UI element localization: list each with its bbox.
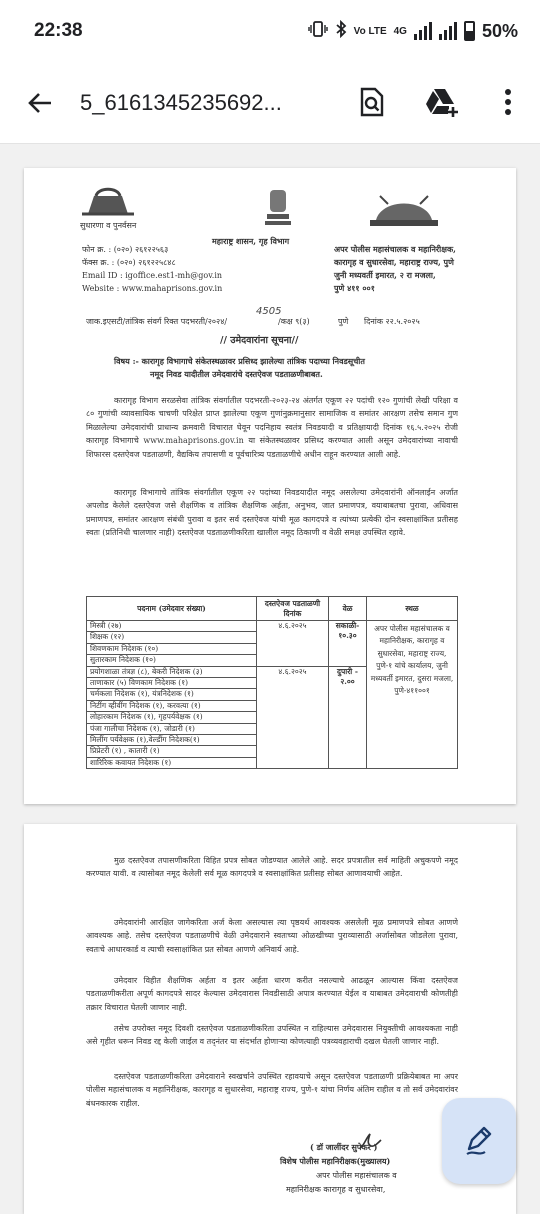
venue-cell: अपर पोलीस महासंचालक व महानिरीक्षक, कारागृह व सुधारसेवा, महाराष्ट्र राज्य, पुणे-१ यांचे कार्यालय, जुनी मध्यवर्ती इमारत, दुसरा मजला, पुणे-४११००१ bbox=[367, 621, 458, 769]
bluetooth-icon bbox=[335, 20, 347, 43]
add-to-drive-button[interactable] bbox=[418, 78, 466, 126]
phone-line: फोन क्र. : (०२०) २६१२२५६३ bbox=[82, 245, 169, 254]
table-row: पंजा गालीचा निदेशक (१), जोडारी (१) bbox=[87, 723, 257, 734]
battery-icon bbox=[464, 21, 475, 41]
table-row: मिलींग पर्यवेक्षक (१),वेल्डींग निदेशक(१) bbox=[87, 734, 257, 745]
file-search-icon bbox=[359, 87, 385, 117]
reference-number: जाक.इएसटी/तांत्रिक संवर्ग रिक्त पदभरती/२०२४/ bbox=[86, 317, 228, 326]
network-type: 4G bbox=[393, 25, 407, 37]
search-in-file-button[interactable] bbox=[348, 78, 396, 126]
table-row: शिक्षक (१२) bbox=[87, 632, 257, 643]
reference-section: /कक्ष ९(३) bbox=[278, 317, 310, 326]
file-name: 5_6161345235692... bbox=[80, 89, 282, 115]
app-bar bbox=[0, 62, 540, 144]
reference-date: दिनांक २२.५.२०२५ bbox=[364, 317, 420, 326]
table-row: लोहारकाम निदेशक (१), गृहपर्यवेक्षक (१) bbox=[87, 712, 257, 723]
prison-department-logo-icon bbox=[82, 184, 134, 218]
schedule-table bbox=[86, 596, 458, 769]
subject-line-2: नमूद निवड यादीतील उमेदवारांचे दस्तऐवज पडताळणीबाबत. bbox=[150, 369, 323, 379]
page2-paragraph-3: उमेदवार विहीत शैक्षणिक अर्हता व इतर अर्हता धारण करीत नसल्याचे आढळून आल्यास किंवा दस्तऐवज पडताळणीकरीता अपूर्ण कागदपत्रे सादर केल्यास उमेदवारास निवडीसाठी अपात्र करण्यात येईल व याबाबत उमेदवाराची कोणतीही तक्रार विचारात घेतली जाणार नाही. bbox=[86, 976, 458, 1012]
document-page-1 bbox=[24, 168, 516, 804]
email-line: Email ID : igoffice.est1-mh@gov.in bbox=[82, 271, 223, 280]
date-cell-afternoon: ४.६.२०२५ bbox=[257, 666, 329, 769]
notice-heading: // उमेदवारांना सूचना// bbox=[220, 335, 299, 346]
address-line-3: जुनी मध्यवर्ती इमारत, २ रा मजला, bbox=[334, 270, 436, 280]
battery-percent: 50% bbox=[481, 20, 518, 41]
table-row: प्रयोगशाळा तंत्रज्ञ (८), बेकरी निदेशक (३) bbox=[87, 666, 257, 677]
logo-left-caption: सुधारणा व पुनर्वसन bbox=[80, 221, 137, 230]
time-cell-afternoon: दुपारी - २.०० bbox=[329, 666, 367, 769]
table-header-post: पदनाम (उमेदवार संख्या) bbox=[87, 597, 257, 621]
status-bar bbox=[0, 0, 540, 62]
signatory-title: विशेष पोलीस महानिरीक्षक(मुख्यालय) bbox=[280, 1156, 391, 1166]
signatory-line-3: महानिरीक्षक कारागृह व सुधारसेवा, bbox=[286, 1185, 386, 1194]
arrow-left-icon bbox=[27, 90, 53, 116]
paragraph-2: कारागृह विभागाचे तांत्रिक संवर्गातील एकूण २२ पदांच्या निवडयादीत नमूद असलेल्या उमेदवारांनी ऑनलाईन अर्जात अपलोड केलेले दस्तऐवज जसे शैक्षणिक व तांत्रिक शैक्षणिक अर्हता, अनुभव, जात प्रमाणपत्र, वयाबाबतचा पुरावा, अधिवास प्रमाणपत्र, समांतर आरक्षण संबंधी पुरावा व इतर सर्व दस्तऐवज यांची मूळ कागदपत्रे व त्यांच्या प्रत्येकी दोन स्वसाक्षांकित प्रतीसह स्वतः (प्रतिनिधी चालणार नाही) दस्तऐवज पडताळणीकरिता खालील नमूद ठिकाणी व वेळी समक्ष उपस्थित रहावे. bbox=[86, 488, 458, 538]
table-row: चर्मकला निदेशक (१), यंत्रनिदेशक (१) bbox=[87, 689, 257, 700]
address-line-4: पुणे ४११ ००१ bbox=[334, 283, 375, 293]
back-button[interactable] bbox=[0, 62, 80, 144]
table-row: शारिरिक कवायत निदेशक (१) bbox=[87, 757, 257, 768]
table-header-time: वेळ bbox=[329, 597, 367, 621]
table-header-date: दस्तऐवज पडताळणी दिनांक bbox=[257, 597, 329, 621]
status-time: 22:38 bbox=[34, 20, 83, 41]
time-cell-morning: सकाळी- १०.३० bbox=[329, 621, 367, 667]
gov-caption: महाराष्ट्र शासन, गृह विभाग bbox=[212, 236, 290, 246]
signatory-name: ( डॉ जालींदर सुपेकर ) bbox=[310, 1142, 378, 1152]
state-emblem-icon bbox=[264, 188, 292, 226]
page2-paragraph-1: मुळ दस्तऐवज तपासणीकरिता विहित प्रपत्र सोबत जोडण्यात आलेले आहे. सदर प्रपत्रातील सर्व माहिती अचुकपणे नमूद करण्यात यावी. व त्यासोबत नमूद केलेली सर्व मूळ कागदपत्रे व स्वसाक्षांकित प्रतीसह सोबत आणावयाची आहेत. bbox=[86, 856, 458, 879]
drive-add-icon bbox=[425, 87, 459, 117]
edit-fab[interactable] bbox=[442, 1098, 516, 1184]
date-cell-morning: ४.६.२०२५ bbox=[257, 621, 329, 667]
vibrate-icon bbox=[308, 21, 328, 42]
table-row: सुतारकाम निदेशक (१०) bbox=[87, 655, 257, 666]
table-row: निटींग व्हीवींग निदेशक (१), करवत्या (१) bbox=[87, 700, 257, 711]
handwritten-number: 4505 bbox=[256, 306, 282, 317]
table-header-venue: स्थळ bbox=[367, 597, 458, 621]
reference-city: पुणे bbox=[338, 317, 349, 326]
signal-icon-2 bbox=[439, 22, 457, 40]
address-line-2: कारागृह व सुधारसेवा, महाराष्ट्र राज्य, पुणे bbox=[334, 257, 454, 267]
subject-line-1: विषय :- कारागृह विभागाचे संकेतस्थळावर प्रसिध्द झालेल्या तांत्रिक पदाच्या निवडसूचीत bbox=[114, 356, 365, 366]
page2-paragraph-5: दस्तऐवज पडताळणीकरिता उमेदवाराने स्वखर्चाने उपस्थित रहावयाचे असून दस्तऐवज पडताळणी प्रक्रियेबाबत मा अपर पोलीस महासंचालक व महानिरीक्षक, कारागृह व सुधारसेवा, महाराष्ट्र राज्य, पुणे-१ यांचा निर्णय अंतिम राहील व तो सर्व उमेदवारांवर बंधनकारक राहील. bbox=[86, 1072, 458, 1108]
draw-pen-icon bbox=[463, 1125, 495, 1157]
more-vert-icon bbox=[504, 89, 512, 115]
paragraph-1: कारागृह विभाग सरळसेवा तांत्रिक संवर्गातील पदभरती-२०२३-२४ अंतर्गत एकूण २२ पदांची १२० गुणांची लेखी परिक्षा व ८० गुणांची व्यावसायिक चाचणी परिक्षेत प्राप्त झालेल्या एकूण गुणांनुक्रमानुसार सामाजिक व समांतर आरक्षण तसेच समान गुण मिळालेल्या उमेदवारांची प्राधान्य क्रमवारी विचारात घेवून पदनिहाय स्वतंत्र निवडयादी व प्रतिक्षायादी दिनांक १६.५.२०२५ रोजी कारागृह विभागाचे www.mahaprisons.gov.in या संकेतस्थळावर प्रसिध्द करण्यात आली असून उमेदवारांच्या नावाची शिफारस दस्तऐवज पडताळणी, वैद्यकिय तपासणी व पूर्वचारित्र्य पडताळणीचे अधीन राहून करण्यात आली आहे. bbox=[86, 396, 458, 459]
volte-badge: Vo LTE bbox=[353, 25, 387, 37]
table-row: प्रिप्रेटरी (१) , कातारी (१) bbox=[87, 746, 257, 757]
prisons-crest-icon bbox=[368, 194, 440, 228]
page2-paragraph-4: तसेच उपरोक्त नमूद दिवशी दस्तऐवज पडताळणीकरिता उपस्थित न राहिल्यास उमेदवारास नियुक्तीची आवश्यकता नाही असे गृहीत धरून निवड रद्द केली जाईल व तद्नंतर या संदर्भात होणाऱ्या कोणत्याही पत्रव्यवहाराची दखल घेतली जाणार नाही. bbox=[86, 1024, 458, 1047]
table-row: शिवणकाम निदेशक (१०) bbox=[87, 643, 257, 654]
website-line: Website : www.mahaprisons.gov.in bbox=[82, 284, 223, 293]
page2-paragraph-2: उमेदवारांनी आरक्षित जागेकरिता अर्ज केला असल्यास त्या पृष्ठयर्थ आवश्यक असलेली मूळ प्रमाणपत्रे सोबत आणणे आवश्यक आहे. तसेच दस्तऐवज पडताळणीचे वेळी उमेदवाराने स्वतःच्या ओळखीच्या पुराव्यासाठी अर्जासोबत जोडलेला पुरावा, स्वतःचे आधारकार्ड व त्याची स्वसाक्षांकित प्रत सोबत आणणे अनिवार्य आहे. bbox=[86, 918, 458, 954]
fax-line: फॅक्स क्र. : (०२०) २६१२२५८४८ bbox=[82, 258, 176, 267]
address-line-1: अपर पोलीस महासंचालक व महानिरीक्षक, bbox=[334, 244, 456, 254]
table-row: मिस्त्री (२७) bbox=[87, 621, 257, 632]
signal-icon bbox=[414, 22, 432, 40]
signatory-line-2: अपर पोलीस महासंचालक व bbox=[316, 1171, 397, 1180]
more-options-button[interactable] bbox=[484, 78, 532, 126]
table-row: ताणाकार (५) विणकाम निदेशक (१) bbox=[87, 677, 257, 688]
